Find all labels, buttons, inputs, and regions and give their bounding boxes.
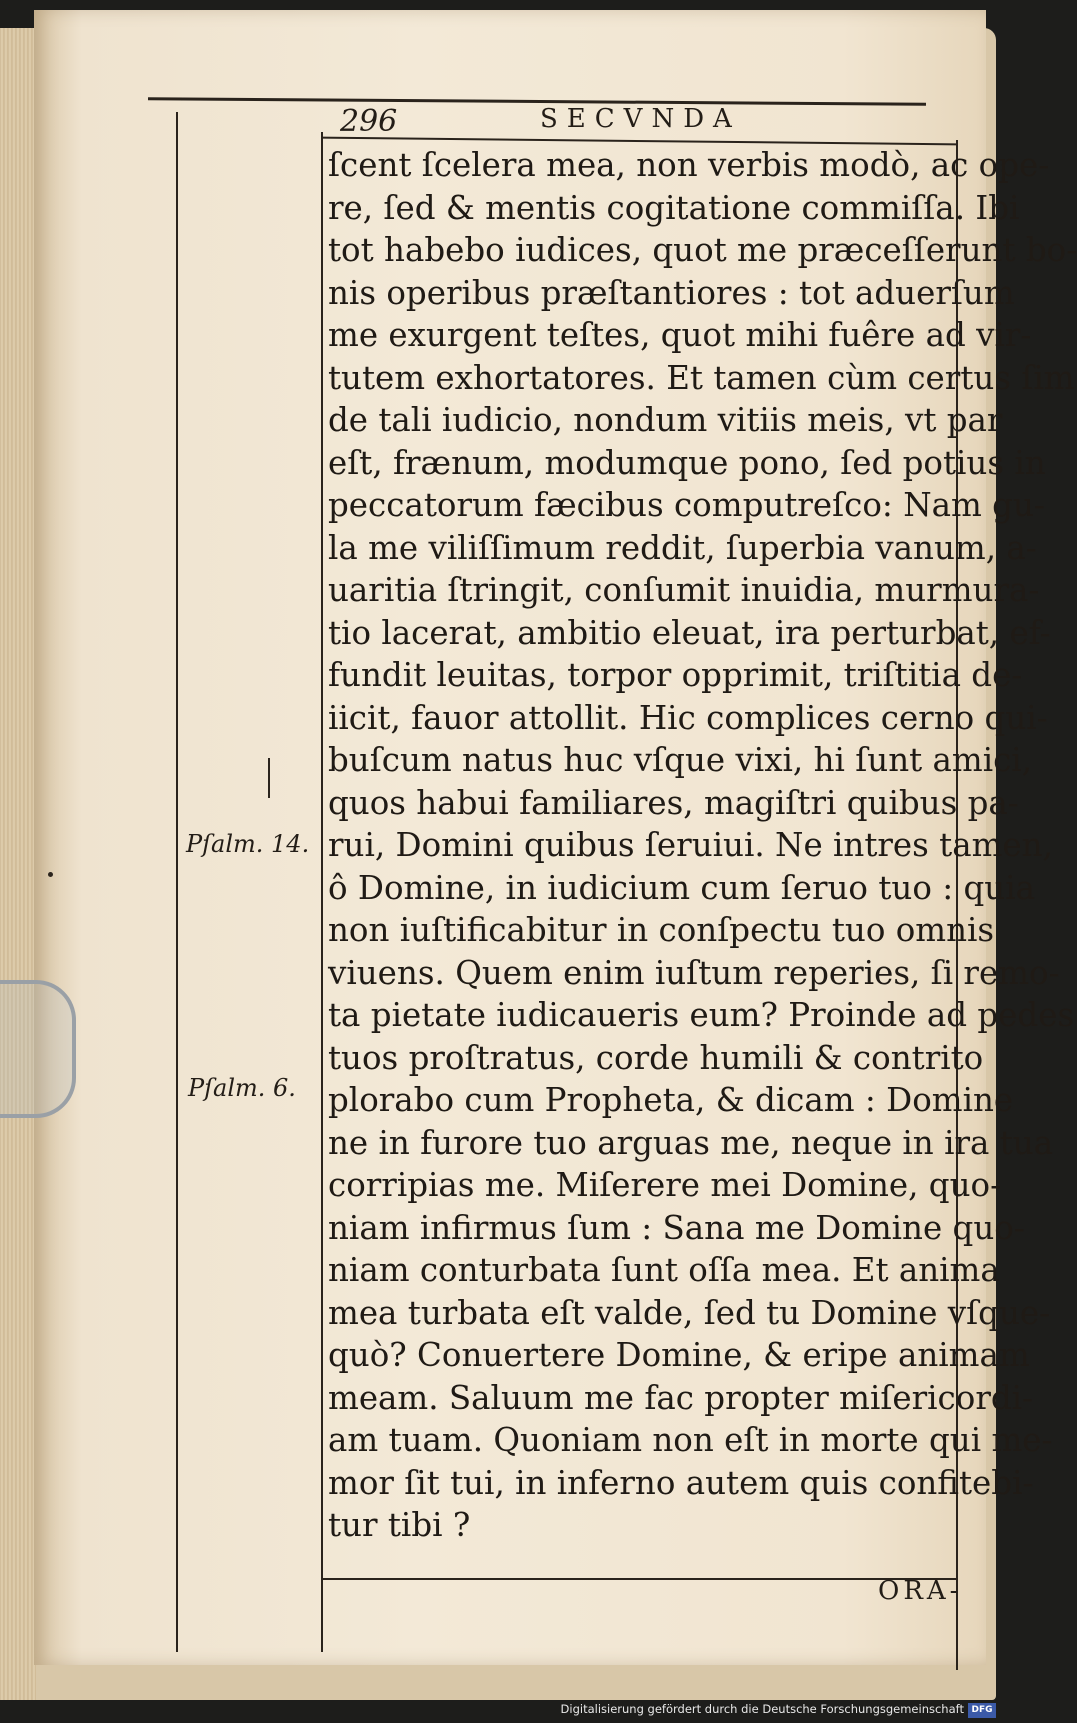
text-line: tutem exhortatores. Et tamen cùm certus ſim xyxy=(328,358,1075,397)
text-line: nis operibus præſtantiores : tot aduerſum xyxy=(328,273,1015,312)
text-line: corripias me. Miſerere mei Domine, quo- xyxy=(328,1166,1002,1204)
text-line: uaritia ſtringit, conſumit inuidia, murmura- xyxy=(328,571,1040,609)
text-line: iicit, fauor attollit. Hic complices cerno qui- xyxy=(328,698,1048,737)
text-line: tuos proſtratus, corde humili & contrito xyxy=(328,1038,984,1077)
text-line: quos habui familiares, magiſtri quibus pa- xyxy=(328,783,1019,822)
page-clip xyxy=(0,980,76,1118)
footer-bar xyxy=(0,1700,1000,1723)
text-line: de tali iudicio, nondum vitiis meis, vt par xyxy=(328,401,1003,439)
text-line: quò? Conuertere Domine, & eripe animam xyxy=(328,1336,1030,1374)
margin-note-psalm-14: Pſalm. 14. xyxy=(186,830,310,858)
ink-dot xyxy=(48,872,53,877)
text-line: buſcum natus huc vſque vixi, hi ſunt amici, xyxy=(328,741,1033,779)
page-edges xyxy=(0,28,36,1700)
text-line: tot habebo iudices, quot me præceſſerunt bo- xyxy=(328,231,1077,269)
margin-rule-left xyxy=(176,112,178,1652)
page-number: 296 xyxy=(340,104,398,139)
text-line: non iuſtificabitur in conſpectu tuo omnis xyxy=(328,911,995,949)
body-text xyxy=(328,144,1077,1547)
text-line: me exurgent teſtes, quot mihi fuêre ad vir- xyxy=(328,316,1032,354)
text-frame-left-rule xyxy=(321,132,323,1652)
text-line: viuens. Quem enim iuſtum reperies, ſi remo- xyxy=(328,953,1060,992)
running-head: SECVNDA xyxy=(540,104,741,134)
text-frame-bottom-rule xyxy=(321,1578,957,1580)
text-line: re, ſed & mentis cogitatione commiſſa. Ibi xyxy=(328,188,1020,227)
text-line: ô Domine, in iudicium cum ſeruo tuo : quia xyxy=(328,868,1036,907)
text-line: plorabo cum Propheta, & dicam : Domine xyxy=(328,1081,1014,1119)
margin-note-psalm-6: Pſalm. 6. xyxy=(188,1074,296,1102)
text-line: eſt, frænum, modumque pono, ſed potius in xyxy=(328,443,1046,482)
text-line: ta pietate iudicaueris eum? Proinde ad pedes xyxy=(328,996,1075,1034)
text-line: meam. Saluum me fac propter miſericordi- xyxy=(328,1378,1034,1417)
text-line: mor ſit tui, in inferno autem quis confitebi- xyxy=(328,1463,1034,1502)
text-line: tio lacerat, ambitio eleuat, ira perturbat, ef- xyxy=(328,613,1051,652)
text-line: am tuam. Quoniam non eſt in morte qui me- xyxy=(328,1421,1053,1459)
text-line: ſcent ſcelera mea, non verbis modò, ac ope- xyxy=(328,146,1050,184)
text-line: niam infirmus ſum : Sana me Domine quo- xyxy=(328,1208,1025,1247)
ink-mark xyxy=(268,758,270,798)
funding-credit: Digitalisierung gefördert durch die Deutsche Forschungsgemeinschaft xyxy=(560,1702,964,1716)
text-line: rui, Domini quibus ſeruiui. Ne intres tamen, xyxy=(328,826,1053,864)
dfg-logo-icon: DFG xyxy=(968,1703,996,1718)
text-line: tur tibi ? xyxy=(328,1506,471,1544)
catchword: ORA- xyxy=(878,1576,963,1606)
text-line: niam conturbata ſunt oſſa mea. Et anima xyxy=(328,1251,1000,1289)
text-line: peccatorum fæcibus computreſco: Nam gu- xyxy=(328,486,1045,524)
text-line: ne in furore tuo arguas me, neque in ira tua xyxy=(328,1123,1054,1162)
text-line: fundit leuitas, torpor opprimit, triſtitia de- xyxy=(328,656,1023,694)
text-line: la me viliſſimum reddit, ſuperbia vanum, a- xyxy=(328,528,1037,567)
text-line: mea turbata eſt valde, ſed tu Domine vſque- xyxy=(328,1293,1051,1332)
